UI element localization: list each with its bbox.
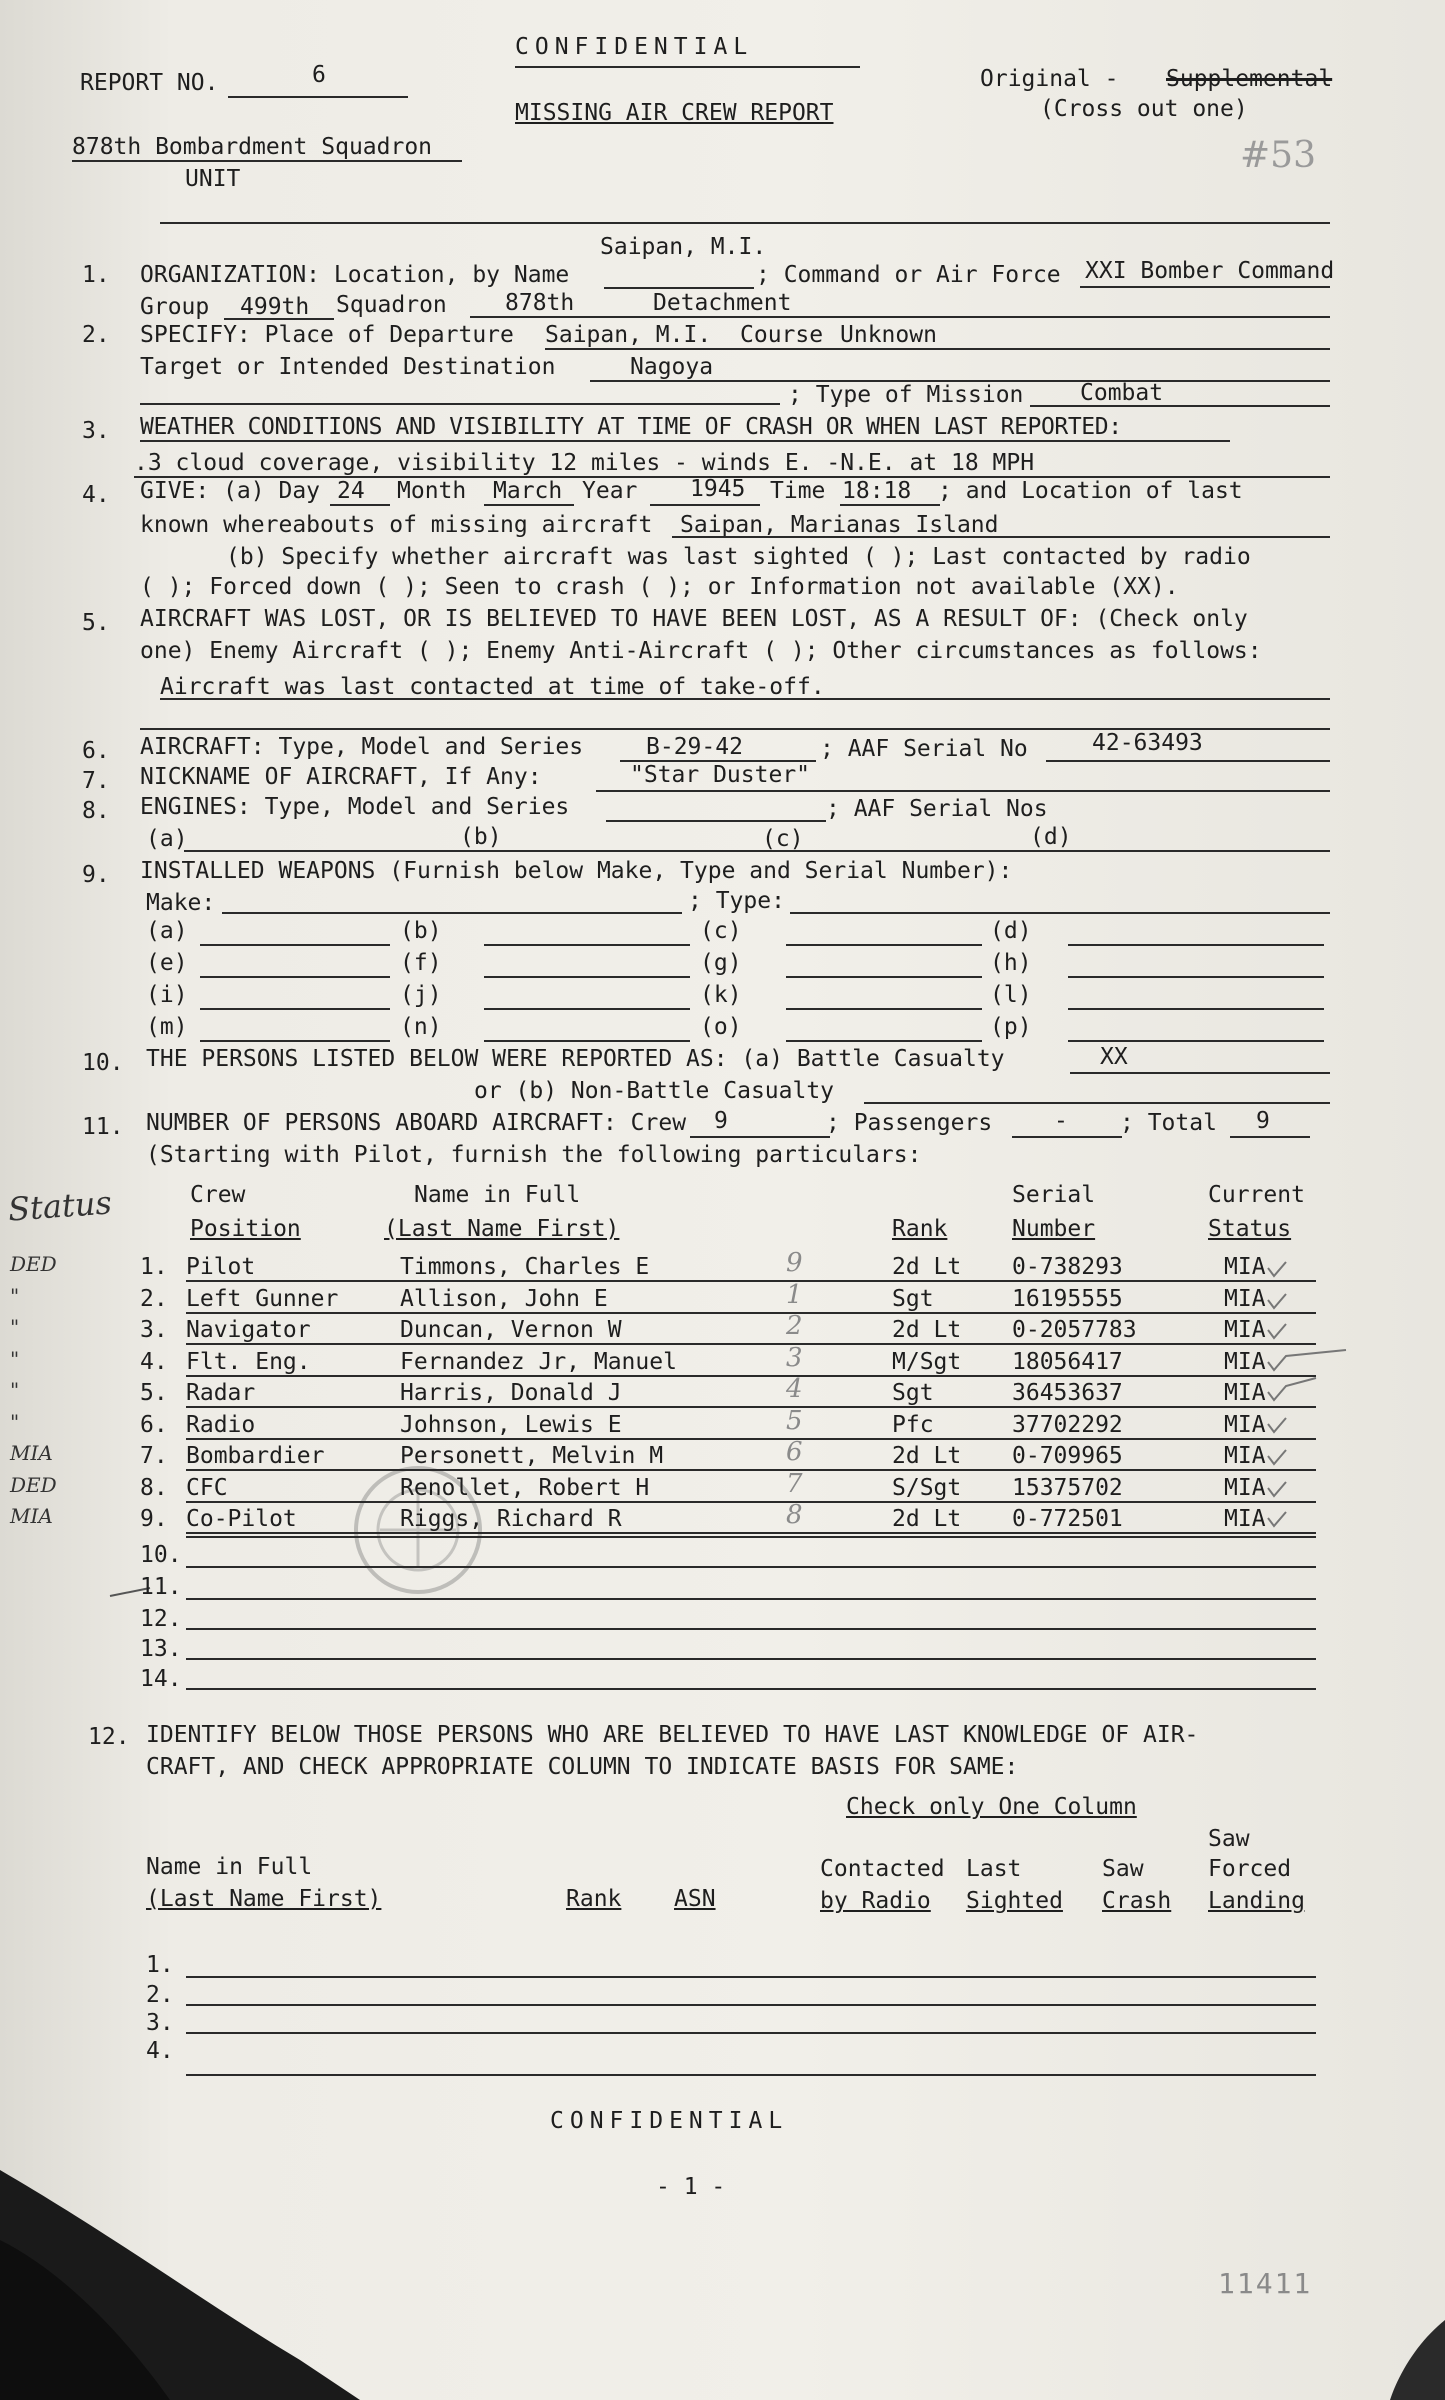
year-value: 1945 [690, 476, 746, 502]
kn-col-contacted: Contacted [820, 1856, 945, 1882]
crew-row-line [186, 1501, 1316, 1503]
check-mark-icon [1268, 1418, 1286, 1432]
location-tail: ; and Location of last [938, 478, 1243, 504]
item-number: 7. [82, 768, 110, 794]
crew-status-note: MIA [10, 1504, 53, 1528]
crew-num: 6. [140, 1411, 168, 1438]
loss-cause-line1: AIRCRAFT WAS LOST, OR IS BELIEVED TO HAVE BEEN LOST, AS A RESULT OF: (Check only [140, 606, 1248, 632]
original-label: Original - [980, 66, 1119, 92]
crew-position: Flt. Eng. [186, 1348, 311, 1375]
unit-label: UNIT [185, 166, 241, 192]
course-value: Unknown [840, 322, 937, 348]
battle-casualty-value: XX [1100, 1044, 1128, 1070]
last-knowledge-line2: CRAFT, AND CHECK APPROPRIATE COLUMN TO INDICATE BASIS FOR SAME: [146, 1754, 1019, 1780]
crew-row-line [186, 1532, 1316, 1534]
departure-label: SPECIFY: Place of Departure [140, 322, 514, 348]
kn-col-rank: Rank [566, 1886, 622, 1912]
crew-serial: 18056417 [1012, 1348, 1123, 1375]
crew-pen-number: 4 [786, 1374, 803, 1404]
passengers-label: ; Passengers [826, 1110, 993, 1136]
item-number: 9. [82, 862, 110, 888]
month-label: Month [397, 478, 467, 504]
last-knowledge-line1: IDENTIFY BELOW THOSE PERSONS WHO ARE BELIEVED TO HAVE LAST KNOWLEDGE OF AIR- [146, 1722, 1199, 1748]
crew-name: Timmons, Charles E [400, 1254, 650, 1280]
crew-status: MIA [1224, 1285, 1266, 1312]
crew-rank: Pfc [892, 1411, 934, 1438]
weapon-letter: (h) [990, 950, 1032, 976]
engines-serial-label: ; AAF Serial Nos [826, 796, 1048, 822]
check-column-label: Check only One Column [846, 1794, 1137, 1820]
passengers-count: - [1054, 1108, 1068, 1134]
crew-status: MIA [1224, 1317, 1266, 1343]
item-number: 2. [82, 322, 110, 348]
check-mark-icon [1268, 1294, 1286, 1308]
crew-row-line [186, 1469, 1316, 1471]
whereabouts-value: Saipan, Marianas Island [680, 512, 999, 538]
engine-a: (a) [146, 826, 188, 852]
crew-pen-number: 3 [786, 1342, 803, 1373]
crew-serial: 0-2057783 [1012, 1317, 1137, 1343]
weapon-letter: (i) [146, 982, 188, 1008]
squadron-label: Squadron [336, 292, 447, 318]
engine-b: (b) [460, 824, 502, 850]
unit-name: 878th Bombardment Squadron [72, 134, 433, 160]
scan-shadow [0, 2040, 1445, 2400]
crew-pen-number: 6 [786, 1437, 803, 1467]
day-value: 24 [337, 478, 365, 504]
knowledge-row: 2. [146, 1982, 174, 2008]
departure-value: Saipan, M.I. [545, 322, 712, 348]
engines-label: ENGINES: Type, Model and Series [140, 794, 570, 820]
crew-empty-row: 14. [140, 1666, 182, 1692]
crew-serial: 37702292 [1012, 1411, 1123, 1438]
weapon-letter: (m) [146, 1014, 188, 1040]
crew-name: Personett, Melvin M [400, 1443, 664, 1469]
crew-empty-row: 12. [140, 1606, 182, 1632]
crew-row-line [186, 1312, 1316, 1314]
weapon-letter: (g) [700, 950, 742, 976]
crew-position: Left Gunner [186, 1285, 339, 1312]
detachment-label: Detachment [653, 290, 792, 316]
knowledge-row-line [186, 1976, 1316, 1978]
check-mark-icon [1268, 1512, 1286, 1526]
crew-rank: 2d Lt [892, 1506, 962, 1532]
year-label: Year [582, 478, 638, 504]
crew-name: Allison, John E [400, 1285, 608, 1312]
particulars-instruction: (Starting with Pilot, furnish the following particulars: [146, 1142, 922, 1168]
check-mark-icon [1268, 1378, 1316, 1400]
kn-col-saw-forced: Saw [1208, 1826, 1250, 1852]
handwritten-note: #53 [1240, 135, 1316, 176]
cross-out-note: (Cross out one) [1040, 96, 1248, 122]
crew-row-line [186, 1406, 1316, 1408]
check-mark-icon [1268, 1262, 1286, 1276]
crew-status-note: DED [10, 1472, 57, 1497]
crew-name: Fernandez Jr, Manuel [400, 1348, 677, 1375]
check-mark-icon [1268, 1482, 1286, 1496]
col-serial: Serial [1012, 1182, 1096, 1208]
squadron-value: 878th [505, 290, 575, 316]
crew-pen-number: 8 [786, 1500, 803, 1530]
course-label: Course [740, 322, 824, 348]
make-label: Make: [146, 890, 216, 916]
crew-empty-row: 11. [140, 1574, 182, 1600]
col-crew: Crew [190, 1182, 246, 1208]
crew-rank: S/Sgt [892, 1474, 962, 1501]
crew-empty-row: 10. [140, 1542, 182, 1568]
crew-count: 9 [714, 1108, 728, 1134]
crew-name: Johnson, Lewis E [400, 1411, 622, 1438]
knowledge-row-line [186, 2032, 1316, 2034]
weapon-letter: (f) [400, 950, 442, 976]
org-location-label: ORGANIZATION: Location, by Name [140, 262, 570, 288]
crew-row-line [186, 1438, 1316, 1440]
crew-rank: 2d Lt [892, 1443, 962, 1469]
item-number: 12. [88, 1724, 130, 1750]
report-label: REPORT NO. [80, 70, 219, 96]
crew-row-line [186, 1375, 1316, 1377]
crew-row-line [186, 1688, 1316, 1690]
crew-rank: M/Sgt [892, 1348, 962, 1375]
crew-status-note: " [10, 1346, 20, 1371]
nickname-label: NICKNAME OF AIRCRAFT, If Any: [140, 764, 542, 790]
crew-row-line [186, 1280, 1316, 1282]
crew-rank: Sgt [892, 1380, 934, 1406]
non-battle-label: or (b) Non-Battle Casualty [474, 1078, 835, 1104]
crew-status-note: " [10, 1409, 20, 1434]
weapon-letter: (o) [700, 1014, 742, 1040]
item-number: 3. [82, 418, 110, 444]
crew-status: MIA [1224, 1474, 1266, 1501]
weapon-letter: (l) [990, 982, 1032, 1008]
knowledge-row-line [186, 2004, 1316, 2006]
col-number: Number [1012, 1216, 1096, 1242]
day-label: GIVE: (a) Day [140, 478, 321, 504]
crew-status: MIA [1224, 1348, 1266, 1375]
item-number: 4. [82, 482, 110, 508]
crew-row-line [186, 1598, 1316, 1600]
crew-num: 9. [140, 1506, 168, 1532]
crew-num: 2. [140, 1285, 168, 1312]
weapon-letter: (n) [400, 1014, 442, 1040]
kn-col-name-sub: (Last Name First) [146, 1886, 382, 1912]
casualty-label: THE PERSONS LISTED BELOW WERE REPORTED AS: (a) Battle Casualty [146, 1046, 1005, 1072]
crew-serial: 15375702 [1012, 1474, 1123, 1501]
crew-pen-number: 9 [786, 1248, 803, 1278]
crew-position: Pilot [186, 1254, 256, 1280]
crew-status-note: MIA [10, 1441, 53, 1465]
check-mark-icon [1268, 1324, 1286, 1338]
crew-row-line [186, 1566, 1316, 1568]
persons-aboard-label: NUMBER OF PERSONS ABOARD AIRCRAFT: Crew [146, 1110, 687, 1136]
item-number: 11. [82, 1114, 124, 1140]
crew-rank: 2d Lt [892, 1317, 962, 1343]
crew-row-line [186, 1658, 1316, 1660]
nickname-value: "Star Duster" [630, 762, 811, 788]
crew-position: Bombardier [186, 1443, 325, 1469]
crew-name: Duncan, Vernon W [400, 1317, 622, 1343]
crew-serial: 36453637 [1012, 1380, 1123, 1406]
crew-status: MIA [1224, 1443, 1266, 1469]
crew-row-line [186, 1628, 1316, 1630]
crew-name: Harris, Donald J [400, 1380, 622, 1406]
crew-serial: 0-709965 [1012, 1443, 1123, 1469]
crew-name: Renollet, Robert H [400, 1474, 650, 1501]
kn-col-crash: Crash [1102, 1888, 1172, 1914]
archive-stamp-number: 11411 [1218, 2267, 1313, 2300]
crew-num: 7. [140, 1443, 168, 1469]
command-value: XXI Bomber Command [1085, 258, 1335, 284]
group-value: 499th [240, 294, 310, 320]
crew-status-note: DED [10, 1252, 57, 1276]
crew-name: Riggs, Richard R [400, 1506, 622, 1532]
target-label: Target or Intended Destination [140, 354, 556, 380]
weapon-letter: (k) [700, 982, 742, 1008]
crew-empty-row: 13. [140, 1636, 182, 1662]
kn-col-by-radio: by Radio [820, 1888, 931, 1914]
aircraft-serial-value: 42-63493 [1092, 730, 1203, 756]
crew-position: Co-Pilot [186, 1506, 297, 1532]
kn-col-landing: Landing [1208, 1888, 1305, 1914]
crew-row-line [186, 1536, 1316, 1538]
weapon-letter: (b) [400, 918, 442, 944]
time-label: Time [770, 478, 826, 504]
crew-num: 5. [140, 1380, 168, 1406]
page-number: - 1 - [656, 2174, 726, 2200]
report-title: MISSING AIR CREW REPORT [515, 100, 834, 126]
kn-col-forced: Forced [1208, 1856, 1292, 1882]
crew-status-note: " [10, 1283, 20, 1308]
crew-status-note: " [10, 1378, 20, 1402]
item-number: 6. [82, 738, 110, 764]
crew-num: 4. [140, 1348, 168, 1375]
col-name: Name in Full [414, 1182, 581, 1208]
item-number: 10. [82, 1050, 124, 1076]
type-label: ; Type: [688, 888, 785, 914]
kn-col-sighted: Sighted [966, 1888, 1063, 1914]
crew-position: Navigator [186, 1317, 311, 1343]
month-value: March [493, 478, 563, 504]
target-value: Nagoya [630, 354, 714, 380]
time-value: 18:18 [842, 478, 912, 504]
weapon-letter: (d) [990, 918, 1032, 944]
aircraft-type-value: B-29-42 [646, 734, 743, 760]
total-count: 9 [1256, 1108, 1270, 1134]
check-mark-icons [1268, 1262, 1346, 1526]
crew-serial: 0-738293 [1012, 1254, 1123, 1280]
crew-status-note: " [10, 1315, 20, 1339]
crew-rank: 2d Lt [892, 1254, 962, 1280]
aircraft-serial-label: ; AAF Serial No [820, 736, 1028, 762]
col-position: Position [190, 1216, 301, 1242]
col-name-sub: (Last Name First) [384, 1216, 620, 1242]
weather-label: WEATHER CONDITIONS AND VISIBILITY AT TIME OF CRASH OR WHEN LAST REPORTED: [140, 414, 1122, 440]
total-label: ; Total [1120, 1110, 1217, 1136]
mission-label: ; Type of Mission [788, 382, 1024, 408]
weapon-letter: (c) [700, 918, 742, 944]
weather-value: .3 cloud coverage, visibility 12 miles - winds E. -N.E. at 18 MPH [134, 450, 1035, 476]
aircraft-type-label: AIRCRAFT: Type, Model and Series [140, 734, 584, 760]
check-mark-icon [1268, 1350, 1346, 1370]
knowledge-row: 4. [146, 2038, 174, 2064]
crew-status: MIA [1224, 1411, 1266, 1438]
crew-num: 3. [140, 1317, 168, 1343]
col-current: Current [1208, 1182, 1305, 1208]
crew-pen-number: 1 [786, 1279, 803, 1310]
crew-row-line [186, 1343, 1316, 1345]
circumstance-value: Aircraft was last contacted at time of take-off. [160, 674, 825, 700]
loss-cause-line2: one) Enemy Aircraft ( ); Enemy Anti-Aircraft ( ); Other circumstances as follows: [140, 638, 1262, 664]
confidential-header: CONFIDENTIAL [515, 34, 754, 60]
crew-num: 8. [140, 1474, 168, 1501]
knowledge-row: 1. [146, 1952, 174, 1978]
crew-serial: 16195555 [1012, 1285, 1123, 1312]
knowledge-row: 3. [146, 2010, 174, 2036]
report-number: 6 [312, 62, 326, 88]
crew-status: MIA [1224, 1254, 1266, 1280]
whereabouts-label: known whereabouts of missing aircraft [140, 512, 653, 538]
crew-rank: Sgt [892, 1285, 934, 1312]
crew-status: MIA [1224, 1506, 1266, 1532]
engine-c: (c) [762, 826, 804, 852]
check-mark-icon [1268, 1450, 1286, 1464]
weapons-label: INSTALLED WEAPONS (Furnish below Make, Type and Serial Number): [140, 858, 1013, 884]
command-label: ; Command or Air Force [756, 262, 1061, 288]
crew-position: CFC [186, 1474, 228, 1501]
supplemental-label: Supplemental [1166, 66, 1333, 92]
col-status: Status [1208, 1216, 1292, 1242]
group-label: Group [140, 294, 210, 320]
crew-pen-number: 7 [786, 1468, 803, 1499]
col-rank: Rank [892, 1216, 948, 1242]
crew-serial: 0-772501 [1012, 1506, 1123, 1532]
mission-value: Combat [1080, 380, 1164, 406]
engine-d: (d) [1030, 824, 1072, 850]
crew-pen-number: 2 [786, 1311, 803, 1341]
weapon-letter: (j) [400, 982, 442, 1008]
kn-col-saw: Saw [1102, 1856, 1144, 1882]
kn-col-asn: ASN [674, 1886, 716, 1912]
crew-position: Radio [186, 1411, 256, 1438]
weapon-letter: (e) [146, 950, 188, 976]
crew-position: Radar [186, 1380, 256, 1406]
confidential-footer: CONFIDENTIAL [550, 2108, 789, 2134]
item-number: 8. [82, 798, 110, 824]
org-location-value: Saipan, M.I. [600, 234, 767, 260]
forced-down-line: ( ); Forced down ( ); Seen to crash ( ); or Information not available (XX). [140, 574, 1179, 600]
crew-num: 1. [140, 1254, 168, 1280]
crew-status: MIA [1224, 1380, 1266, 1406]
kn-col-name: Name in Full [146, 1854, 313, 1880]
weapon-letter: (p) [990, 1014, 1032, 1040]
crew-pen-number: 5 [786, 1405, 803, 1436]
weapon-letter: (a) [146, 918, 188, 944]
kn-col-last: Last [966, 1856, 1022, 1882]
item-number: 1. [82, 262, 110, 288]
item-number: 5. [82, 610, 110, 636]
status-handwritten-note: Status [6, 1183, 113, 1229]
sighted-line: (b) Specify whether aircraft was last sighted ( ); Last contacted by radio [226, 544, 1251, 570]
